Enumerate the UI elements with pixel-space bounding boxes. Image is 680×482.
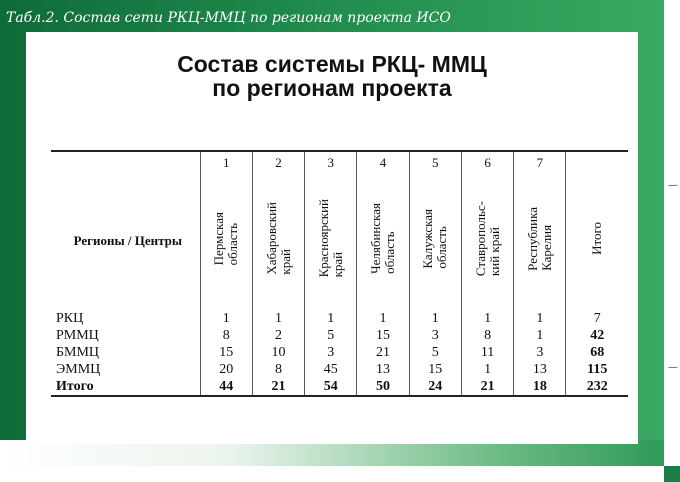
column-name: Красноярский край [315,199,345,278]
row-total: 7 [566,310,628,327]
table-cell: 15 [200,344,252,361]
table-row [51,344,628,361]
column-name: Республика Карелия [524,206,554,271]
table-cell: 3 [305,344,357,361]
column-name: Пермская область [211,211,241,266]
table-cell: 45 [305,361,357,378]
table-cell: 13 [357,361,409,378]
table-cell: 10 [252,344,304,361]
grand-total: 232 [566,378,628,396]
table-cell: 21 [252,378,304,396]
table-cell: 21 [357,344,409,361]
column-number: 1 [200,151,252,172]
table-cell: 3 [409,327,461,344]
row-label: РММЦ [56,328,99,343]
column-number: 4 [357,151,409,172]
column-name: Калужская область [420,208,450,269]
row-total: 42 [566,327,628,344]
row-label: БММЦ [56,345,100,360]
edge-artifact: — [668,180,678,191]
table-cell: 1 [357,310,409,327]
table-cell: 20 [200,361,252,378]
table-cell: 1 [305,310,357,327]
table-cell: 13 [514,361,566,378]
table-cell: 11 [461,344,513,361]
table-cell: 15 [409,361,461,378]
total-column-label: Итого [589,222,605,255]
table-title [26,52,638,100]
table-cell: 44 [200,378,252,396]
table-row [51,327,628,344]
column-number: 6 [461,151,513,172]
edge-artifact: — [668,362,678,373]
column-header-row [51,172,628,310]
table-cell: 1 [514,310,566,327]
table-cell: 2 [252,327,304,344]
table-row [51,310,628,327]
row-header-label: Регионы / Центры [73,233,183,248]
table-cell: 1 [461,310,513,327]
row-label: ЭММЦ [56,362,101,377]
column-number: 2 [252,151,304,172]
table-cell: 1 [461,361,513,378]
column-number-row [51,151,628,172]
table-cell: 54 [305,378,357,396]
table-cell: 8 [461,327,513,344]
table-cell: 8 [252,361,304,378]
column-name: Хабаровский край [263,202,293,275]
table-cell: 5 [409,344,461,361]
title-line-1: Состав системы РКЦ- ММЦ [177,51,487,77]
column-name: Челябинская область [368,203,398,274]
table-row [51,361,628,378]
table-cell: 21 [461,378,513,396]
table-cell: 1 [409,310,461,327]
table-cell: 18 [514,378,566,396]
table-cell: 1 [514,327,566,344]
content-panel [26,32,638,444]
table-cell: 50 [357,378,409,396]
table-cell: 1 [200,310,252,327]
table-cell: 8 [200,327,252,344]
row-label: РКЦ [56,311,84,326]
column-number: 7 [514,151,566,172]
regions-table [51,150,628,397]
column-number: 3 [305,151,357,172]
column-number: 5 [409,151,461,172]
table-cell: 24 [409,378,461,396]
table-cell: 15 [357,327,409,344]
title-line-2: по регионам проекта [212,75,452,101]
total-row [51,378,628,396]
corner-block [664,466,680,482]
row-total: 68 [566,344,628,361]
table-caption: Табл.2. Состав сети РКЦ-ММЦ по регионам проекта ИСО [6,10,451,26]
table-cell: 5 [305,327,357,344]
row-total: 115 [566,361,628,378]
table-cell: 3 [514,344,566,361]
row-label: Итого [51,378,200,396]
column-name: Ставропольс- кий край [472,200,502,277]
table-cell: 1 [252,310,304,327]
